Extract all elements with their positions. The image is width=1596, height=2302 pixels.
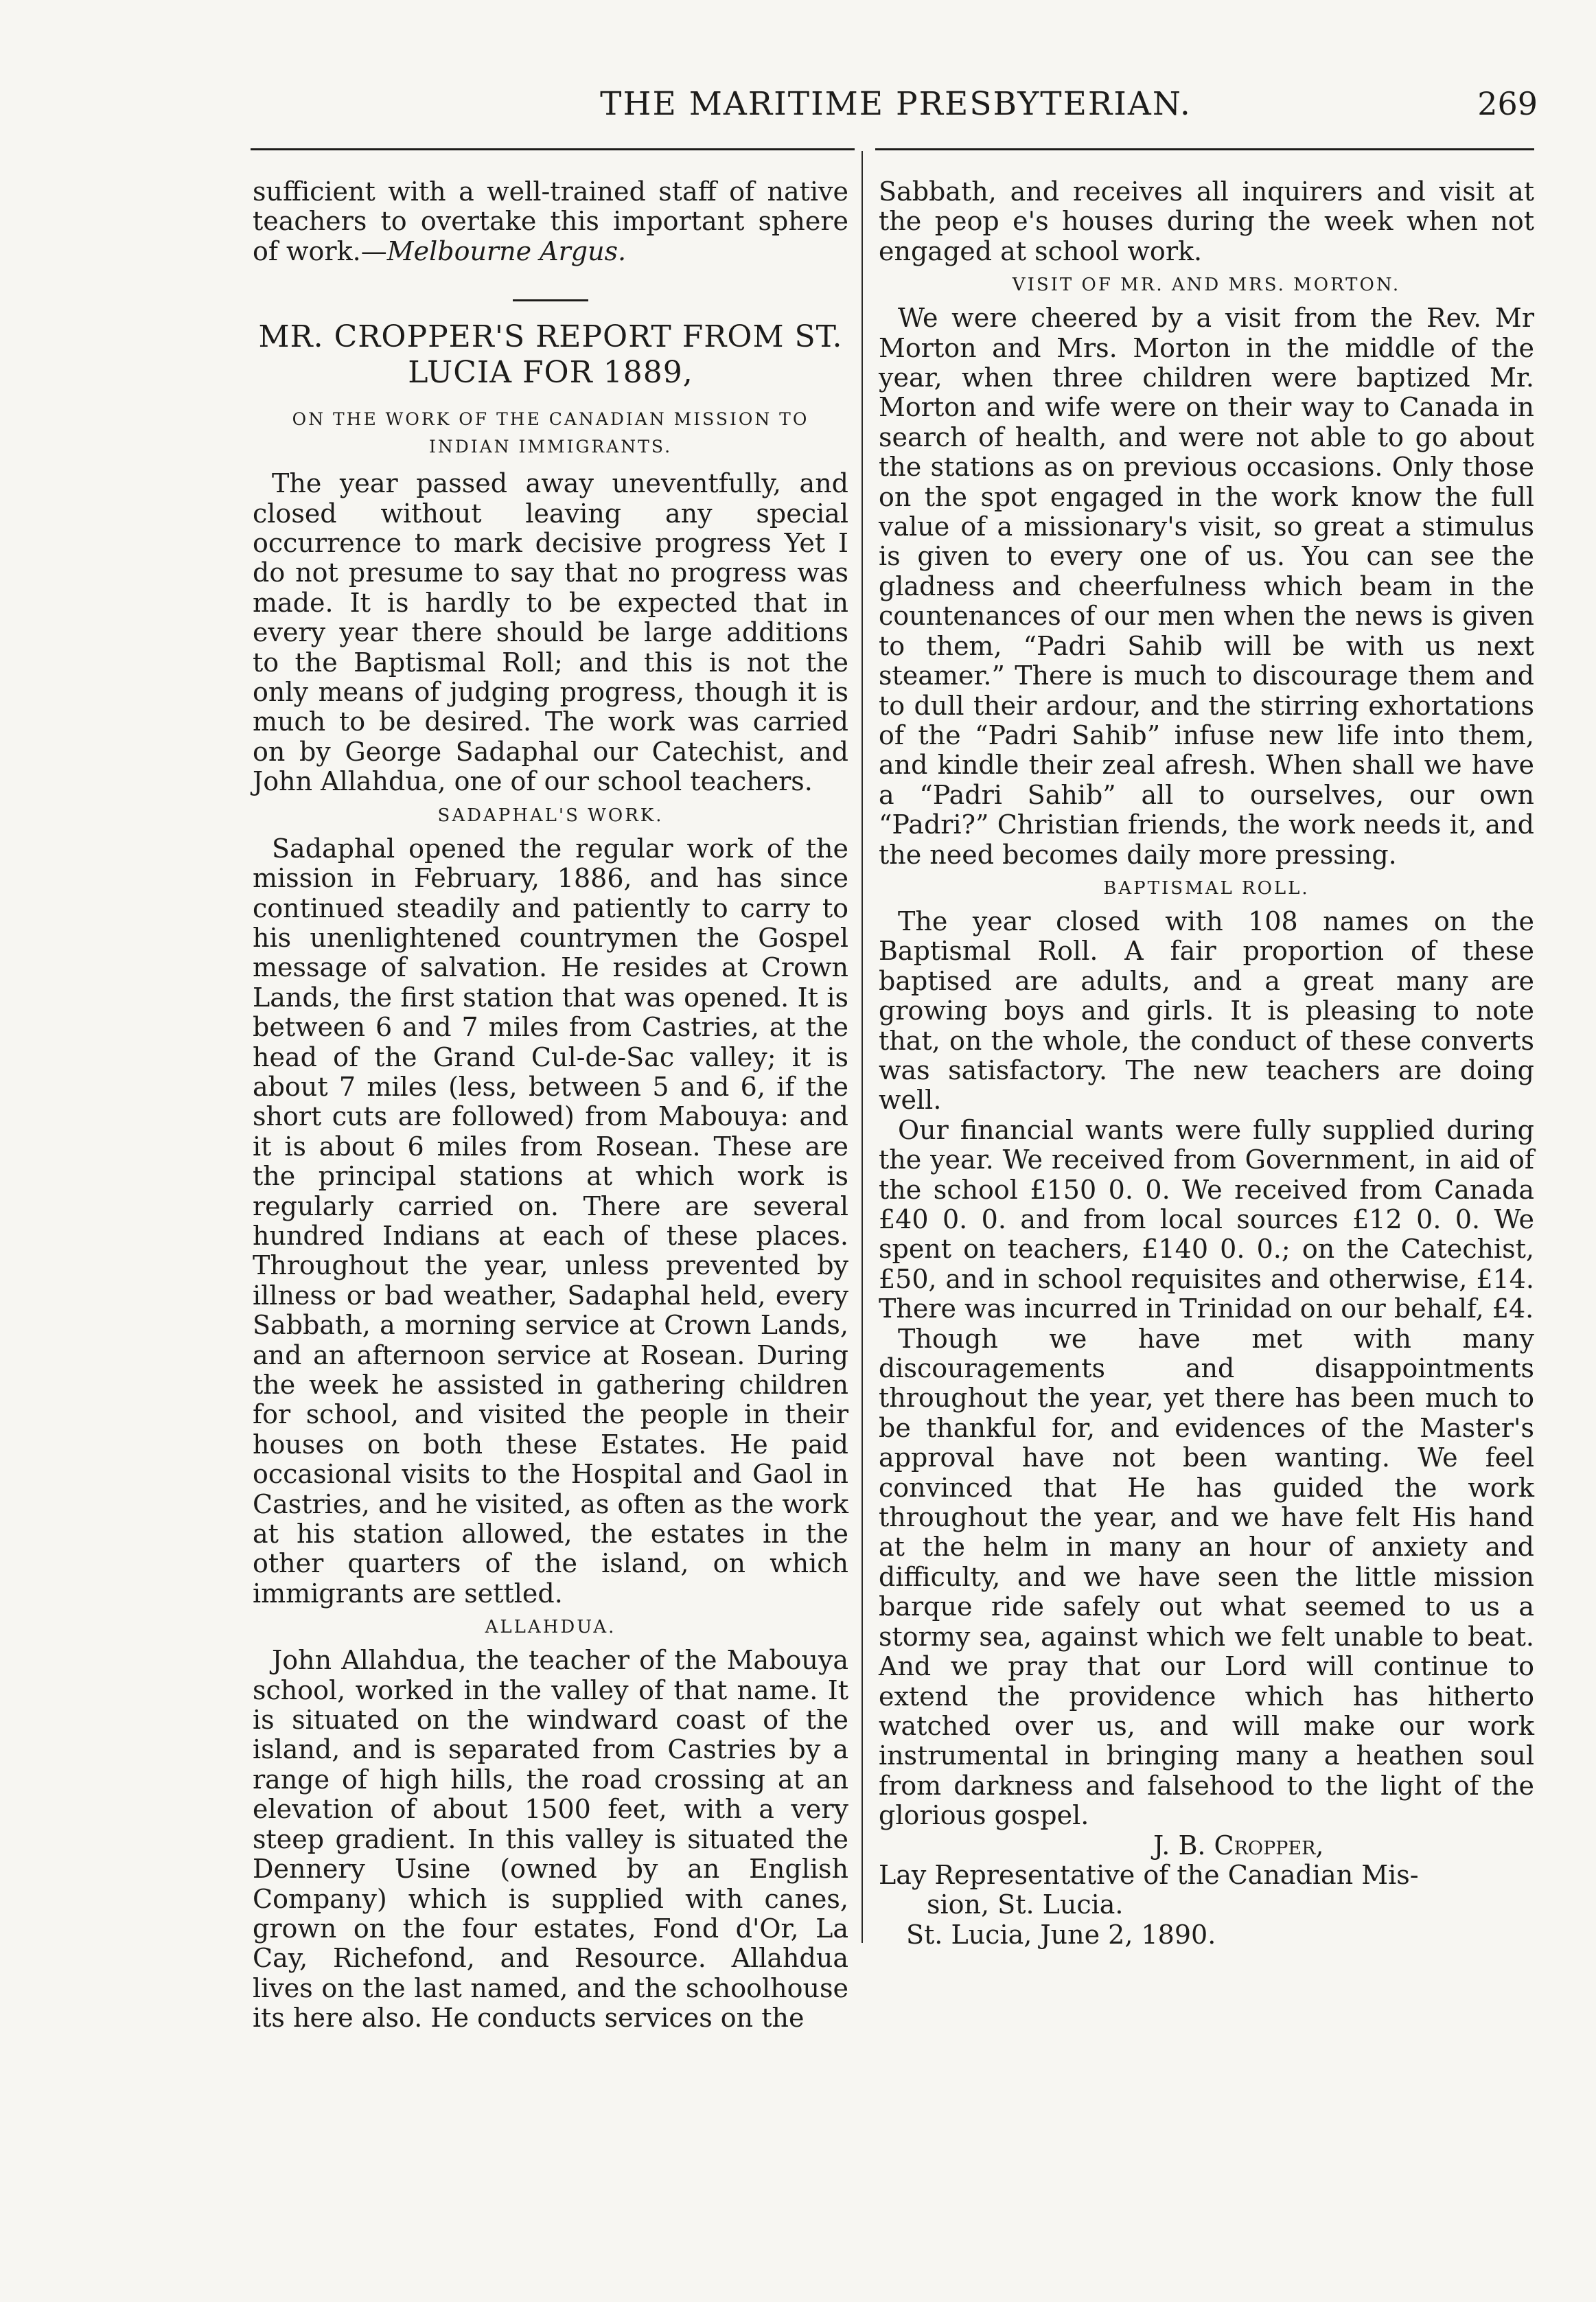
signature-block [879,1831,1534,1950]
header-rule-right [875,148,1534,150]
section-heading-allahdua: ALLAHDUA. [485,1617,616,1638]
allahdua-paragraph: John Allahdua, the teacher of the Mabouya school, worked in the valley of that name. It is situated on the windward coast of the island, and is separated from Castries by a range of high hills, the road crossing at an elevation of about 1500 feet, with a very steep gradient. In this valley is situated the Dennery Usine (owned by an English Company) which is supplied with canes, grown on the four estates, Fond d'Or, La Cay, Richefond, and Resource. Allahdua lives on the last named, and the schoolhouse its here also. He conducts services on the [253,1645,848,2034]
left-column [253,177,848,2034]
article-subtitle: ON THE WORK OF THE CANADIAN MISSION TO INDIAN IMMIGRANTS. [292,409,809,457]
page-number: 269 [1477,85,1538,122]
signature-name: J. B. Cropper, [1153,1830,1324,1861]
sadaphal-paragraph: Sadaphal opened the regular work of the mission in February, 1886, and has since continued steadily and patiently to carry to his unenlightened countrymen the Gospel message of salvation. He resides at Crown Lands, the first station that was opened. It is between 6 and 7 miles from Castries, at the head of the Grand Cul-de-Sac valley; it is about 7 miles (less, between 5 and 6, if the short cuts are followed) from Mabouya: and it is about 6 miles from Rosean. These are the principal stations at which work is regularly carried on. There are several hundred Indians at each of these places. Throughout the year, unless prevented by illness or bad weather, Sadaphal held, every Sabbath, a morning service at Crown Lands, and an afternoon service at Rosean. During the week he assisted in gathering children for school, and visited the people in their houses on both these Estates. He paid occasional visits to the Hospital and Gaol in Castries, and he visited, as often as the work at his station allowed, the estates in the other quarters of the island, on which immigrants are settled. [253,833,848,1609]
section-heading-sadaphal: SADAPHAL'S WORK. [437,805,664,826]
article-title: MR. CROPPER'S REPORT FROM ST. LUCIA FOR 1889, [258,319,843,391]
report-paragraph-1: The year passed away uneventfully, and closed without leaving any special occurrence to mark decisive progress Yet I do not presume to say that no progress was made. It is hardly to be expected that in every year there should be large additions to the Baptismal Roll; and this is not the only means of judging progress, though it is much to be desired. The work was carried on by George Sadaphal our Catechist, and John Allahdua, one of our school teachers. [253,468,848,797]
publication-title: THE MARITIME PRESBYTERIAN. [600,85,1192,123]
intro-paragraph [253,177,848,266]
visit-paragraph: We were cheered by a visit from the Rev. Mr Morton and Mrs. Morton in the middle of the year, when three children were baptized Mr. Morton and wife were on their way to Canada in search of health, and were not able to go about the stations as on previous occasions. Only those on the spot engaged in the work know the full value of a missionary's visit, so great a stimulus is given to every one of us. You can see the gladness and cheerfulness which beam in the countenances of our men when the news is given to them, “Padri Sahib will be with us next steamer.” There is much to discourage them and to dull their ardour, and the stirring exhortations of the “Padri Sahib” infuse new life into them, and kindle their zeal afresh. When shall we have a “Padri Sahib” all to ourselves, our own “Padri?” Christian friends, the work needs it, and the need becomes daily more pressing. [879,303,1534,870]
continued-paragraph: Sabbath, and receives all inquirers and visit at the peop e's houses during the week when not engaged at school work. [879,176,1534,266]
section-divider [513,299,588,301]
running-head [254,81,1538,129]
closing-paragraph: Though we have met with many discouragements and disappointments throughout the year, yet there has been much to be thankful for, and evidences of the Master's approval have not been wanting. We feel convinced that He has guided the work throughout the year, and we have felt His hand at the helm in many an hour of anxiety and difficulty, and we have seen the little mission barque ride safely out what seemed to us a stormy sea, against which we felt unable to beat. And we pray that our Lord will continue to extend the providence which has hitherto watched over us, and will make our work instrumental in bringing many a heathen soul from darkness and falsehood to the light of the glorious gospel. [879,1323,1534,1831]
intro-text: sufficient with a well-trained staff of native teachers to overtake this important sphere of work.— [253,176,848,266]
financial-paragraph: Our financial wants were fully supplied during the year. We received from Government, in aid of the school £150 0. 0. We received from Canada £40 0. 0. and from local sources £12 0. 0. We spent on teachers, £140 0. 0.; on the Catechist, £50, and in school requisites and otherwise, £14. There was incurred in Trinidad on our behalf, £4. [879,1114,1534,1324]
signature-role: Lay Representative of the Canadian Mis- [879,1859,1419,1890]
section-heading-baptismal-roll: BAPTISMAL ROLL. [1103,877,1310,899]
signature-role-cont: sion, St. Lucia. [927,1889,1124,1920]
baptismal-paragraph: The year closed with 108 names on the Baptismal Roll. A fair proportion of these baptised are adults, and a great many are growing boys and girls. It is pleasing to note that, on the whole, the conduct of these converts was satisfactory. The new teachers are doing well. [879,906,1534,1116]
intro-source: Melbourne Argus. [386,235,627,266]
header-rule-left [251,148,855,150]
column-divider [861,151,863,1943]
right-column [879,177,1534,1950]
signature-date: St. Lucia, June 2, 1890. [906,1919,1216,1950]
section-heading-visit: VISIT OF MR. AND MRS. MORTON. [1012,275,1401,296]
